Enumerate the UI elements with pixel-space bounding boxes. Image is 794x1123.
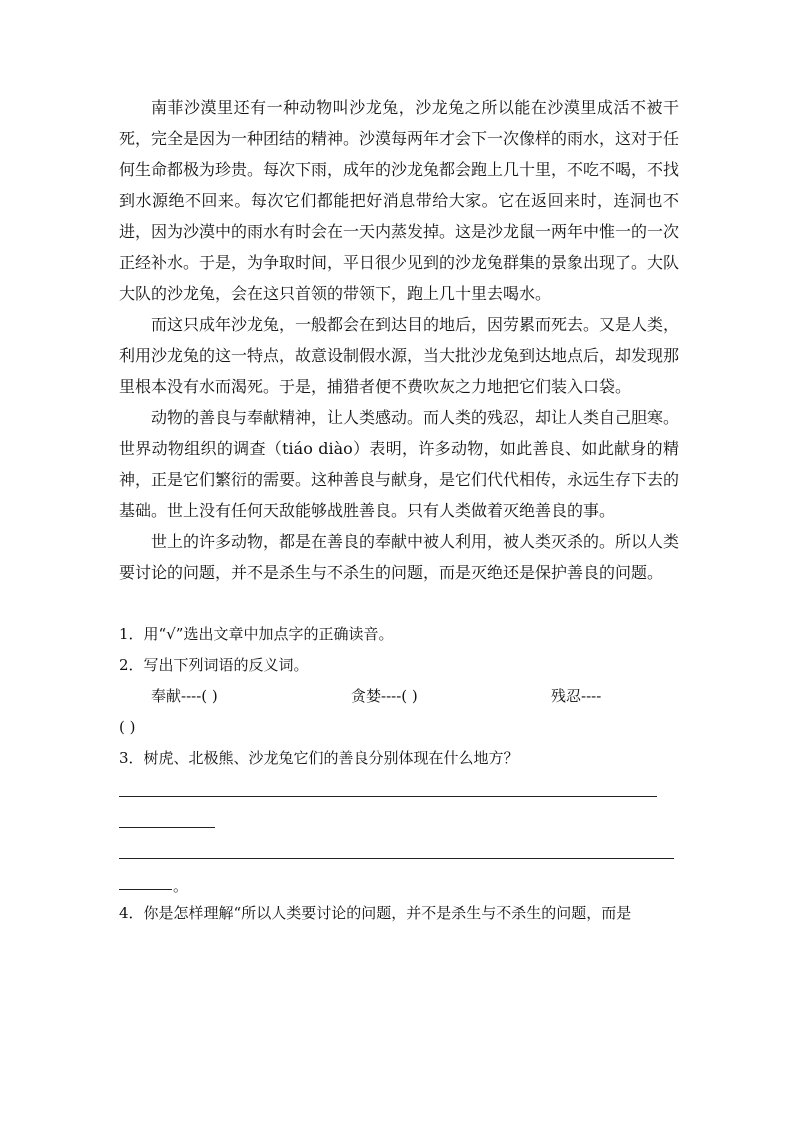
question-4: 4．你是怎样理解“所以人类要讨论的问题，并不是杀生与不杀生的问题，而是: [119, 904, 632, 922]
answer-line-4[interactable]: [119, 867, 679, 898]
passage-paragraph-2: 而这只成年沙龙兔，一般都会在到达目的地后，因劳累而死去。又是人类，利用沙龙兔的这一特点，故意设制假水源，当大批沙龙兔到达地点后，却发现那里根本没有水而渴死。于是，捕猎者便不费吹灰之力地把它们装入口袋。: [119, 315, 680, 396]
section-spacer: [119, 588, 679, 619]
content-area: [119, 92, 679, 929]
question-1: 1．用“√”选出文章中加点字的正确读音。: [119, 625, 394, 643]
answer-line-3[interactable]: [119, 836, 679, 867]
antonym-item-1[interactable]: 奉献----( ): [151, 687, 218, 705]
answer-line-1[interactable]: [119, 774, 679, 805]
passage-paragraph-1: 南菲沙漠里还有一种动物叫沙龙兔，沙龙兔之所以能在沙漠里成活不被干死，完全是因为一种团结的精神。沙漠每两年才会下一次像样的雨水，这对于任何生命都极为珍贵。每次下雨，成年的沙龙兔都会跑上几十里，不吃不喝，不找到水源绝不回来。每次它们都能把好消息带给大家。它在返回来时，连洞也不进，因为沙漠中的雨水有时会在一天内蒸发掉。这是沙龙鼠一两年中惟一的一次正经补水。于是，为争取时间，平日很少见到的沙龙兔群集的景象出现了。大队大队的沙龙兔，会在这只首领的带领下，跑上几十里去喝水。: [119, 98, 680, 303]
answer-rule: [119, 889, 172, 890]
antonym-item-3[interactable]: 残忍----: [551, 687, 602, 705]
answer-rule: [119, 858, 674, 859]
answer-end-mark: 。: [173, 877, 189, 895]
passage-paragraph-3: 动物的善良与奉献精神，让人类感动。而人类的残忍，却让人类自己胆寒。世界动物组织的调查（tiáo diào）表明，许多动物，如此善良、如此献身的精神，正是它们繁衍的需要。这种善良与献身，是它们代代相传，永远生存下去的基础。世上没有任何天敌能够战胜善良。只有人类做着灭绝善良的事。: [119, 408, 680, 520]
antonym-item-2[interactable]: 贪婪----( ): [351, 687, 418, 705]
answer-rule: [119, 827, 215, 828]
question-3: 3．树虎、北极熊、沙龙兔它们的善良分别体现在什么地方？: [119, 749, 519, 767]
passage-paragraph-4: 世上的许多动物，都是在善良的奉献中被人利用，被人类灭杀的。所以人类要讨论的问题，并不是杀生与不杀生的问题，而是灭绝还是保护善良的问题。: [119, 532, 680, 582]
answer-line-2[interactable]: [119, 805, 679, 836]
antonym-item-3-blank[interactable]: ( ): [119, 718, 136, 736]
answer-rule: [119, 796, 657, 797]
question-2: 2．写出下列词语的反义词。: [119, 656, 309, 674]
antonym-row: [119, 681, 679, 712]
